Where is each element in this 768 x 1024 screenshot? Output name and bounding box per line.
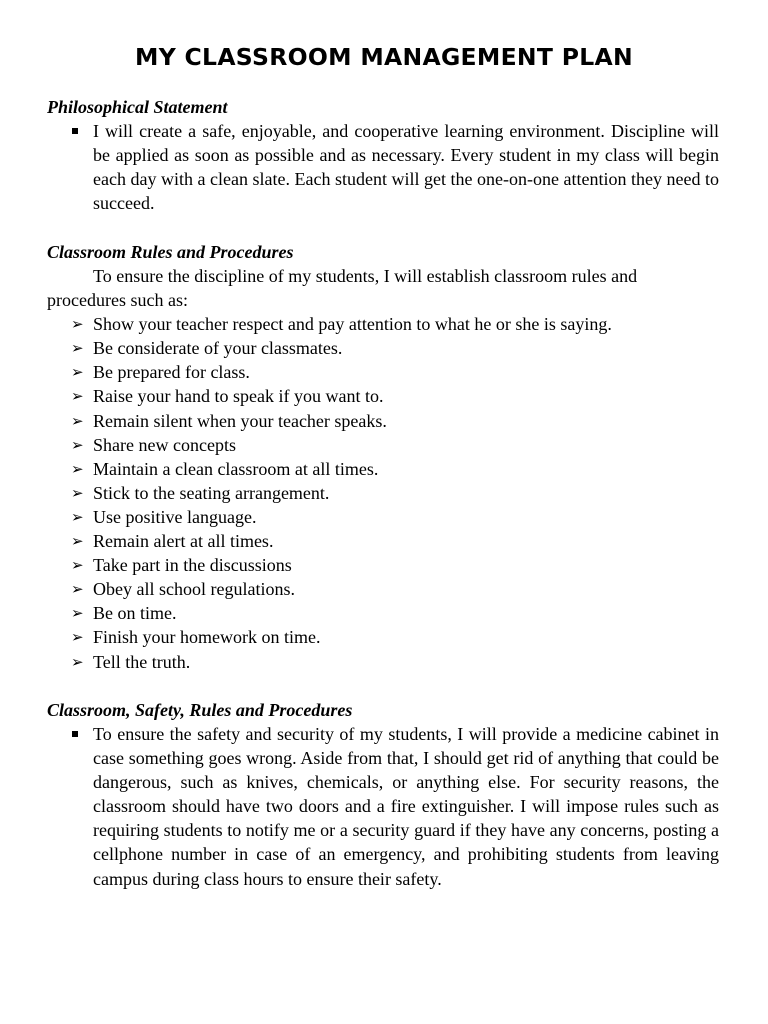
square-bullet-icon — [72, 731, 78, 737]
list-item — [47, 360, 719, 384]
list-item — [47, 409, 719, 433]
list-item — [47, 336, 719, 360]
list-item — [47, 529, 719, 553]
list-item — [47, 481, 719, 505]
arrowhead-bullet-icon: ➢ — [71, 339, 84, 358]
philosophy-paragraph — [47, 119, 719, 215]
rule-text: Raise your hand to speak if you want to. — [93, 386, 384, 407]
arrowhead-bullet-icon: ➢ — [71, 580, 84, 599]
rule-text: Be on time. — [93, 603, 177, 624]
arrowhead-bullet-icon: ➢ — [71, 507, 84, 526]
rule-text: Show your teacher respect and pay attention to what he or she is saying. — [93, 314, 612, 335]
arrowhead-bullet-icon: ➢ — [71, 315, 84, 334]
philosophy-text: I will create a safe, enjoyable, and cooperative learning environment. Discipline will be applied as soon as possible and as necessary. Every student in my class will begin each day with a clean slate. Each student will get the one-on-one attention they need to succeed. — [93, 121, 719, 214]
section-heading: Classroom, Safety, Rules and Procedures — [47, 700, 353, 720]
list-item — [47, 312, 719, 336]
section-philosophical-statement — [47, 95, 719, 215]
section-heading: Philosophical Statement — [47, 97, 228, 117]
rule-text: Remain alert at all times. — [93, 531, 274, 552]
rule-text: Share new concepts — [93, 434, 236, 455]
arrowhead-bullet-icon: ➢ — [71, 604, 84, 623]
list-item — [47, 384, 719, 408]
list-item — [47, 433, 719, 457]
arrowhead-bullet-icon: ➢ — [71, 532, 84, 551]
list-item — [47, 505, 719, 529]
arrowhead-bullet-icon: ➢ — [71, 556, 84, 575]
safety-paragraph — [47, 722, 719, 891]
square-bullet-icon — [72, 128, 78, 134]
list-item — [47, 457, 719, 481]
arrowhead-bullet-icon: ➢ — [71, 363, 84, 382]
arrowhead-bullet-icon: ➢ — [71, 483, 84, 502]
rule-text: Remain silent when your teacher speaks. — [93, 410, 387, 431]
list-item — [47, 577, 719, 601]
section-classroom-safety — [47, 698, 719, 891]
rule-text: Use positive language. — [93, 506, 257, 527]
safety-text: To ensure the safety and security of my students, I will provide a medicine cabinet in case something goes wrong. Aside from that, I should get rid of anything that could be dangerous, such as knives, chemicals, or anything else. For security reasons, the classroom should have two doors and a fire extinguisher. I will impose rules such as requiring students to notify me or a security guard if they have any concerns, posting a cellphone number in case of an emergency, and prohibiting students from leaving campus during class hours to ensure their safety. — [93, 724, 719, 889]
arrowhead-bullet-icon: ➢ — [71, 387, 84, 406]
arrowhead-bullet-icon: ➢ — [71, 628, 84, 647]
section-heading: Classroom Rules and Procedures — [47, 242, 294, 262]
rule-text: Stick to the seating arrangement. — [93, 482, 330, 503]
document-title: MY CLASSROOM MANAGEMENT PLAN — [135, 43, 633, 71]
rule-text: Be considerate of your classmates. — [93, 338, 343, 359]
arrowhead-bullet-icon: ➢ — [71, 652, 84, 671]
rule-text: Take part in the discussions — [93, 555, 292, 576]
rules-list — [47, 312, 719, 673]
rule-text: Tell the truth. — [93, 651, 191, 672]
arrowhead-bullet-icon: ➢ — [71, 411, 84, 430]
rule-text: Finish your homework on time. — [93, 627, 321, 648]
list-item — [47, 650, 719, 674]
list-item — [47, 553, 719, 577]
arrowhead-bullet-icon: ➢ — [71, 435, 84, 454]
section-classroom-rules — [47, 240, 719, 674]
rules-intro: To ensure the discipline of my students, I will establish classroom rules and procedures such as: — [47, 266, 638, 311]
rule-text: Obey all school regulations. — [93, 579, 295, 600]
rule-text: Maintain a clean classroom at all times. — [93, 458, 379, 479]
rule-text: Be prepared for class. — [93, 362, 250, 383]
list-item — [47, 625, 719, 649]
arrowhead-bullet-icon: ➢ — [71, 459, 84, 478]
list-item — [47, 601, 719, 625]
